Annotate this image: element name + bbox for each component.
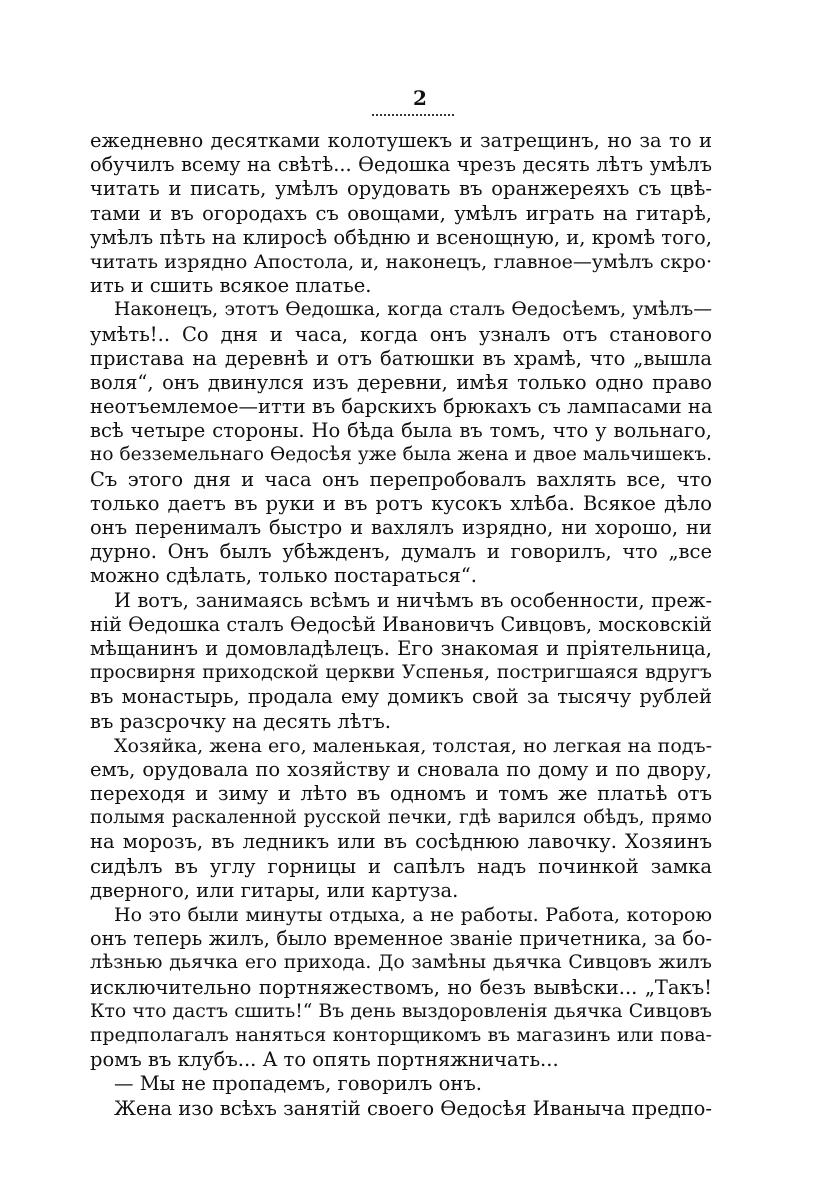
text-line: пристава на деревнѣ и отъ батюшки въ храмѣ, что „вышла [90,346,712,370]
text-line: Но это были минуты отдыха, а не работы. Работа, которою [114,904,712,926]
text-line: но безземельнаго Ѳедосѣя уже была жена и двое мальчишекъ. [90,444,712,466]
text-line: исключительно портняжествомъ, но безъ вывѣски... „Такъ! [90,975,712,999]
text-line: можно сдѣлать, только постараться“. [90,564,477,588]
text-line: И вотъ, занимаясь всѣмъ и ничѣмъ въ особенности, преж- [114,588,712,612]
text-line: онъ теперь жилъ, было временное званiе причетника, за бо- [90,927,712,951]
text-line: переходя и зиму и лѣто въ одномъ и томъ же платьѣ отъ [90,782,712,806]
text-line: емъ, орудовала по хозяйству и сновала по дому и по двору, [90,757,712,781]
text-line: Съ этого дня и часа онъ перепробовалъ вахлять все, что [90,467,712,491]
text-line: обучилъ всему на свѣтѣ... Ѳедошка чрезъ десять лѣтъ умѣлъ [90,153,712,177]
text-line: Наконецъ, этотъ Ѳедошка, когда сталъ Ѳедосѣемъ, умѣлъ— [114,299,712,321]
text-line: читать и писать, умѣлъ орудовать въ оранжереяхъ съ цвѣ- [90,177,712,201]
text-line: читать изрядно Апостола, и, наконецъ, главное—умѣлъ скро· [90,250,712,273]
text-line: умѣть!.. Со дня и часа, когда онъ узналъ отъ станового [90,322,712,346]
text-line: только даетъ въ руки и въ ротъ кусокъ хлѣба. Всякое дѣло [90,491,712,515]
page-number: 2 [413,86,427,110]
text-line: на морозъ, въ ледникъ или въ сосѣднюю лавочку. Хозяинъ [90,830,712,854]
text-line: дверного, или гитары, или картуза. [90,878,459,902]
text-line: предполагалъ наняться конторщикомъ въ магазинъ или пова- [90,1024,712,1046]
text-line: полымя раскаленной русской печки, гдѣ варился обѣдъ, прямо [90,807,712,829]
text-line: ежедневно десятками колотушекъ и затрещинъ, но за то и [90,129,712,152]
text-line: ромъ въ клубъ... А то опять портняжничать... [90,1048,559,1072]
text-line: въ разсрочку на десять лѣтъ. [90,709,391,733]
text-line: лѣзнью дьячка его прихода. До замѣны дьячка Сивцовъ жилъ [90,952,712,974]
text-line: всѣ четыре стороны. Но бѣда была въ томъ, что у вольнаго, [90,419,712,443]
text-line: сидѣлъ въ углу горницы и сапѣлъ надъ починкой замка [90,854,712,878]
text-line: просвирня приходской церкви Успенья, постригшаяся вдругъ [90,662,712,684]
text-line: нiй Ѳедошка сталъ Ѳедосѣй Ивановичъ Сивцовъ, московскiй [90,612,712,636]
text-line: ить и сшить всякое платье. [90,274,372,298]
text-line: онъ перенималъ быстро и вахлялъ изрядно, ни хорошо, ни [90,516,712,539]
text-line: тами и въ огородахъ съ овощами, умѣлъ играть на гитарѣ, [90,201,712,225]
text-line: неотъемлемое—итти въ барскихъ брюкахъ съ лампасами на [90,395,712,419]
header-divider [372,114,454,116]
text-line: Жена изо всѣхъ занятiй своего Ѳедосѣя Иваныча предпо- [114,1096,712,1120]
text-line: Хозяйка, жена его, маленькая, толстая, но легкая на подъ- [114,734,712,757]
text-line: — Мы не пропадемъ, говорилъ онъ. [114,1072,482,1096]
text-line: въ монастырь, продала ему домикъ свой за тысячу рублей [90,685,712,709]
body-text [90,129,712,1121]
text-line: Кто что дастъ сшить!“ Въ день выздоровленiя дьячка Сивцовъ [90,1000,712,1022]
text-line: воля“, онъ двинулся изъ деревни, имѣя только одно право [90,370,712,394]
text-line: умѣлъ пѣть на клиросѣ обѣдню и всенощную, и, кромѣ того, [90,225,712,249]
text-line: дурно. Онъ былъ убѣжденъ, думалъ и говорилъ, что „все [90,540,712,564]
text-line: мѣщанинъ и домовладѣлецъ. Его знакомая и прiятельница, [90,636,712,660]
